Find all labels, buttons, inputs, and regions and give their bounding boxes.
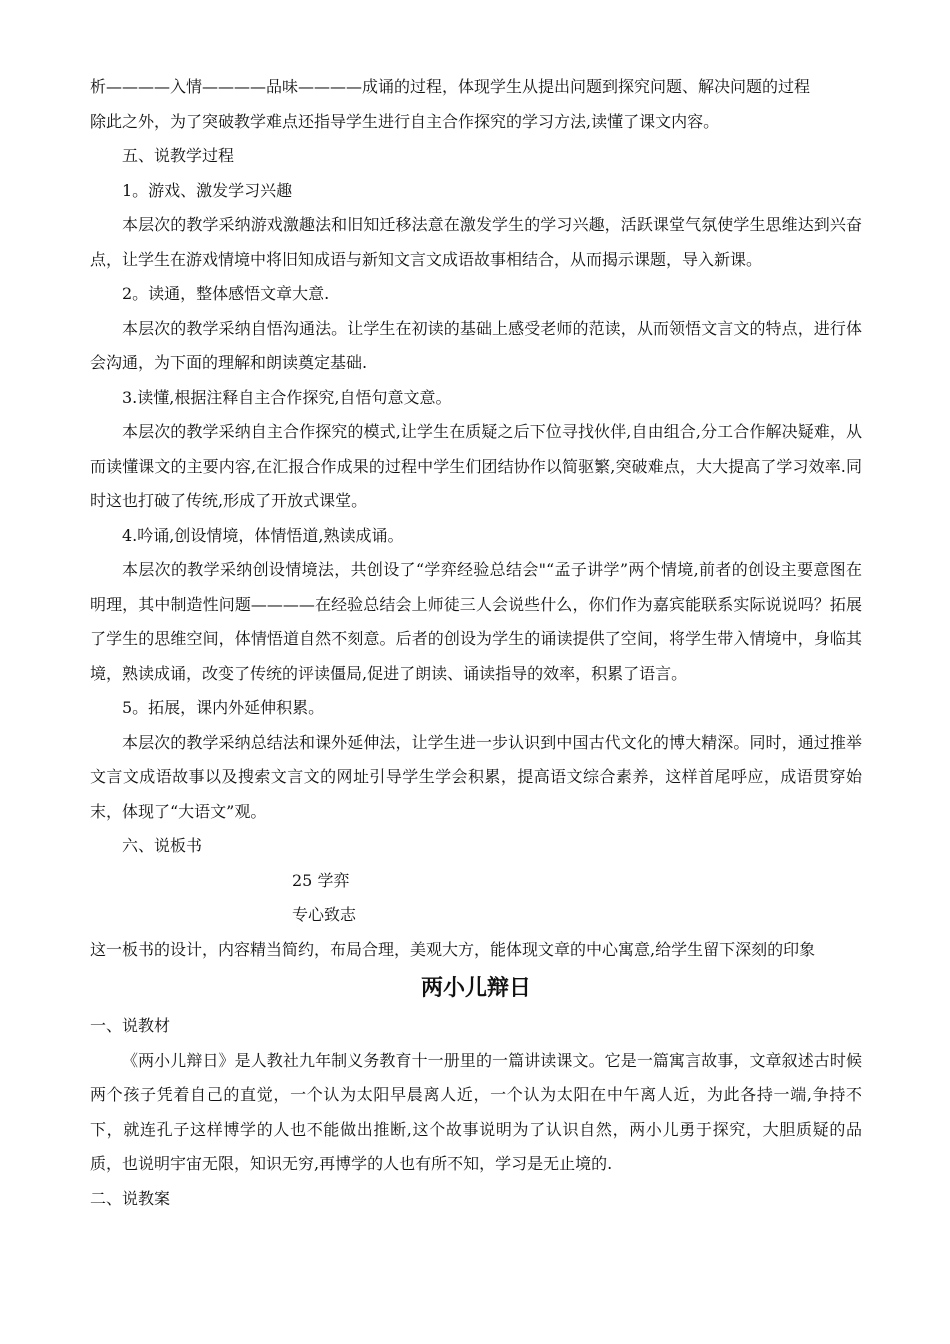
document-page: [90, 70, 862, 1216]
step1-heading: 1。游戏、激发学习兴趣: [122, 180, 293, 200]
step2-body: 本层次的教学采纳自悟沟通法。让学生在初读的基础上感受老师的范读，从而领悟文言文的特点，进行体会沟通，为下面的理解和朗读奠定基础.: [90, 318, 862, 372]
textbook-heading: 一、说教材: [90, 1016, 171, 1035]
textbook-body: 《两小儿辩日》是人教社九年制义务教育十一册里的一篇讲读课文。它是一篇寓言故事，文章叙述古时候两个孩子凭着自己的直觉，一个认为太阳早晨离人近，一个认为太阳在中午离人近，为此各持一端,争持不下，就连孔子这样博学的人也不能做出推断,这个故事说明为了认识自然，两小儿勇于探究，大胆质疑的品质，也说明宇宙无限，知识无穷,再博学的人也有所不知，学习是无止境的.: [90, 1050, 862, 1173]
step4-body: 本层次的教学采纳创设情境法，共创设了“学弈经验总结会"“孟子讲学”两个情境,前者的创设主要意图在明理，其中制造性问题————在经验总结会上师徒三人会说些什么，你们作为嘉宾能联系实际说说吗？拓展了学生的思维空间，体情悟道自然不刻意。后者的创设为学生的诵读提供了空间，将学生带入情境中，身临其境，熟读成诵，改变了传统的评读僵局,促进了朗读、诵读指导的效率，积累了语言。: [90, 560, 862, 683]
step3-body: 本层次的教学采纳自主合作探究的模式,让学生在质疑之后下位寻找伙伴,自由组合,分工合作解决疑难，从而读懂课文的主要内容,在汇报合作成果的过程中学生们团结协作以简驱繁,突破难点，大大提高了学习效率.同时这也打破了传统,形成了开放式课堂。: [90, 422, 862, 510]
step1-body: 本层次的教学采纳游戏激趣法和旧知迁移法意在激发学生的学习兴趣，活跃课堂气氛使学生思维达到兴奋点，让学生在游戏情境中将旧知成语与新知文言文成语故事相结合，从而揭示课题，导入新课。: [90, 215, 862, 269]
step5-heading: 5。拓展，课内外延伸积累。: [122, 698, 325, 717]
step5-body: 本层次的教学采纳总结法和课外延伸法，让学生进一步认识到中国古代文化的博大精深。同时，通过推举文言文成语故事以及搜索文言文的网址引导学生学会积累，提高语文综合素养，这样首尾呼应，成语贯穿始末，体现了“大语文”观。: [90, 732, 862, 821]
step4-heading: 4.吟诵,创设情境，体情悟道,熟读成诵。: [122, 525, 404, 545]
board-line-theme: 专心致志: [292, 905, 357, 924]
intro-line-1: 析————入情————品味————成诵的过程，体现学生从提出问题到探究问题、解决问题的过程: [90, 77, 811, 96]
board-heading: 六、说板书: [122, 836, 203, 855]
board-line-lesson: 25 学弈: [292, 870, 350, 890]
lesson-plan-heading: 二、说教案: [90, 1188, 171, 1208]
article-title: 两小儿辩日: [420, 976, 531, 1001]
process-heading: 五、说教学过程: [122, 146, 235, 165]
intro-line-2: 除此之外，为了突破教学难点还指导学生进行自主合作探究的学习方法,读懂了课文内容。: [90, 111, 720, 131]
board-summary: 这一板书的设计，内容精当简约，布局合理，美观大方，能体现文章的中心寓意,给学生留下深刻的印象: [90, 939, 816, 959]
step3-heading: 3.读懂,根据注释自主合作探究,自悟句意文意。: [122, 387, 452, 407]
step2-heading: 2。读通，整体感悟文章大意.: [122, 284, 330, 303]
